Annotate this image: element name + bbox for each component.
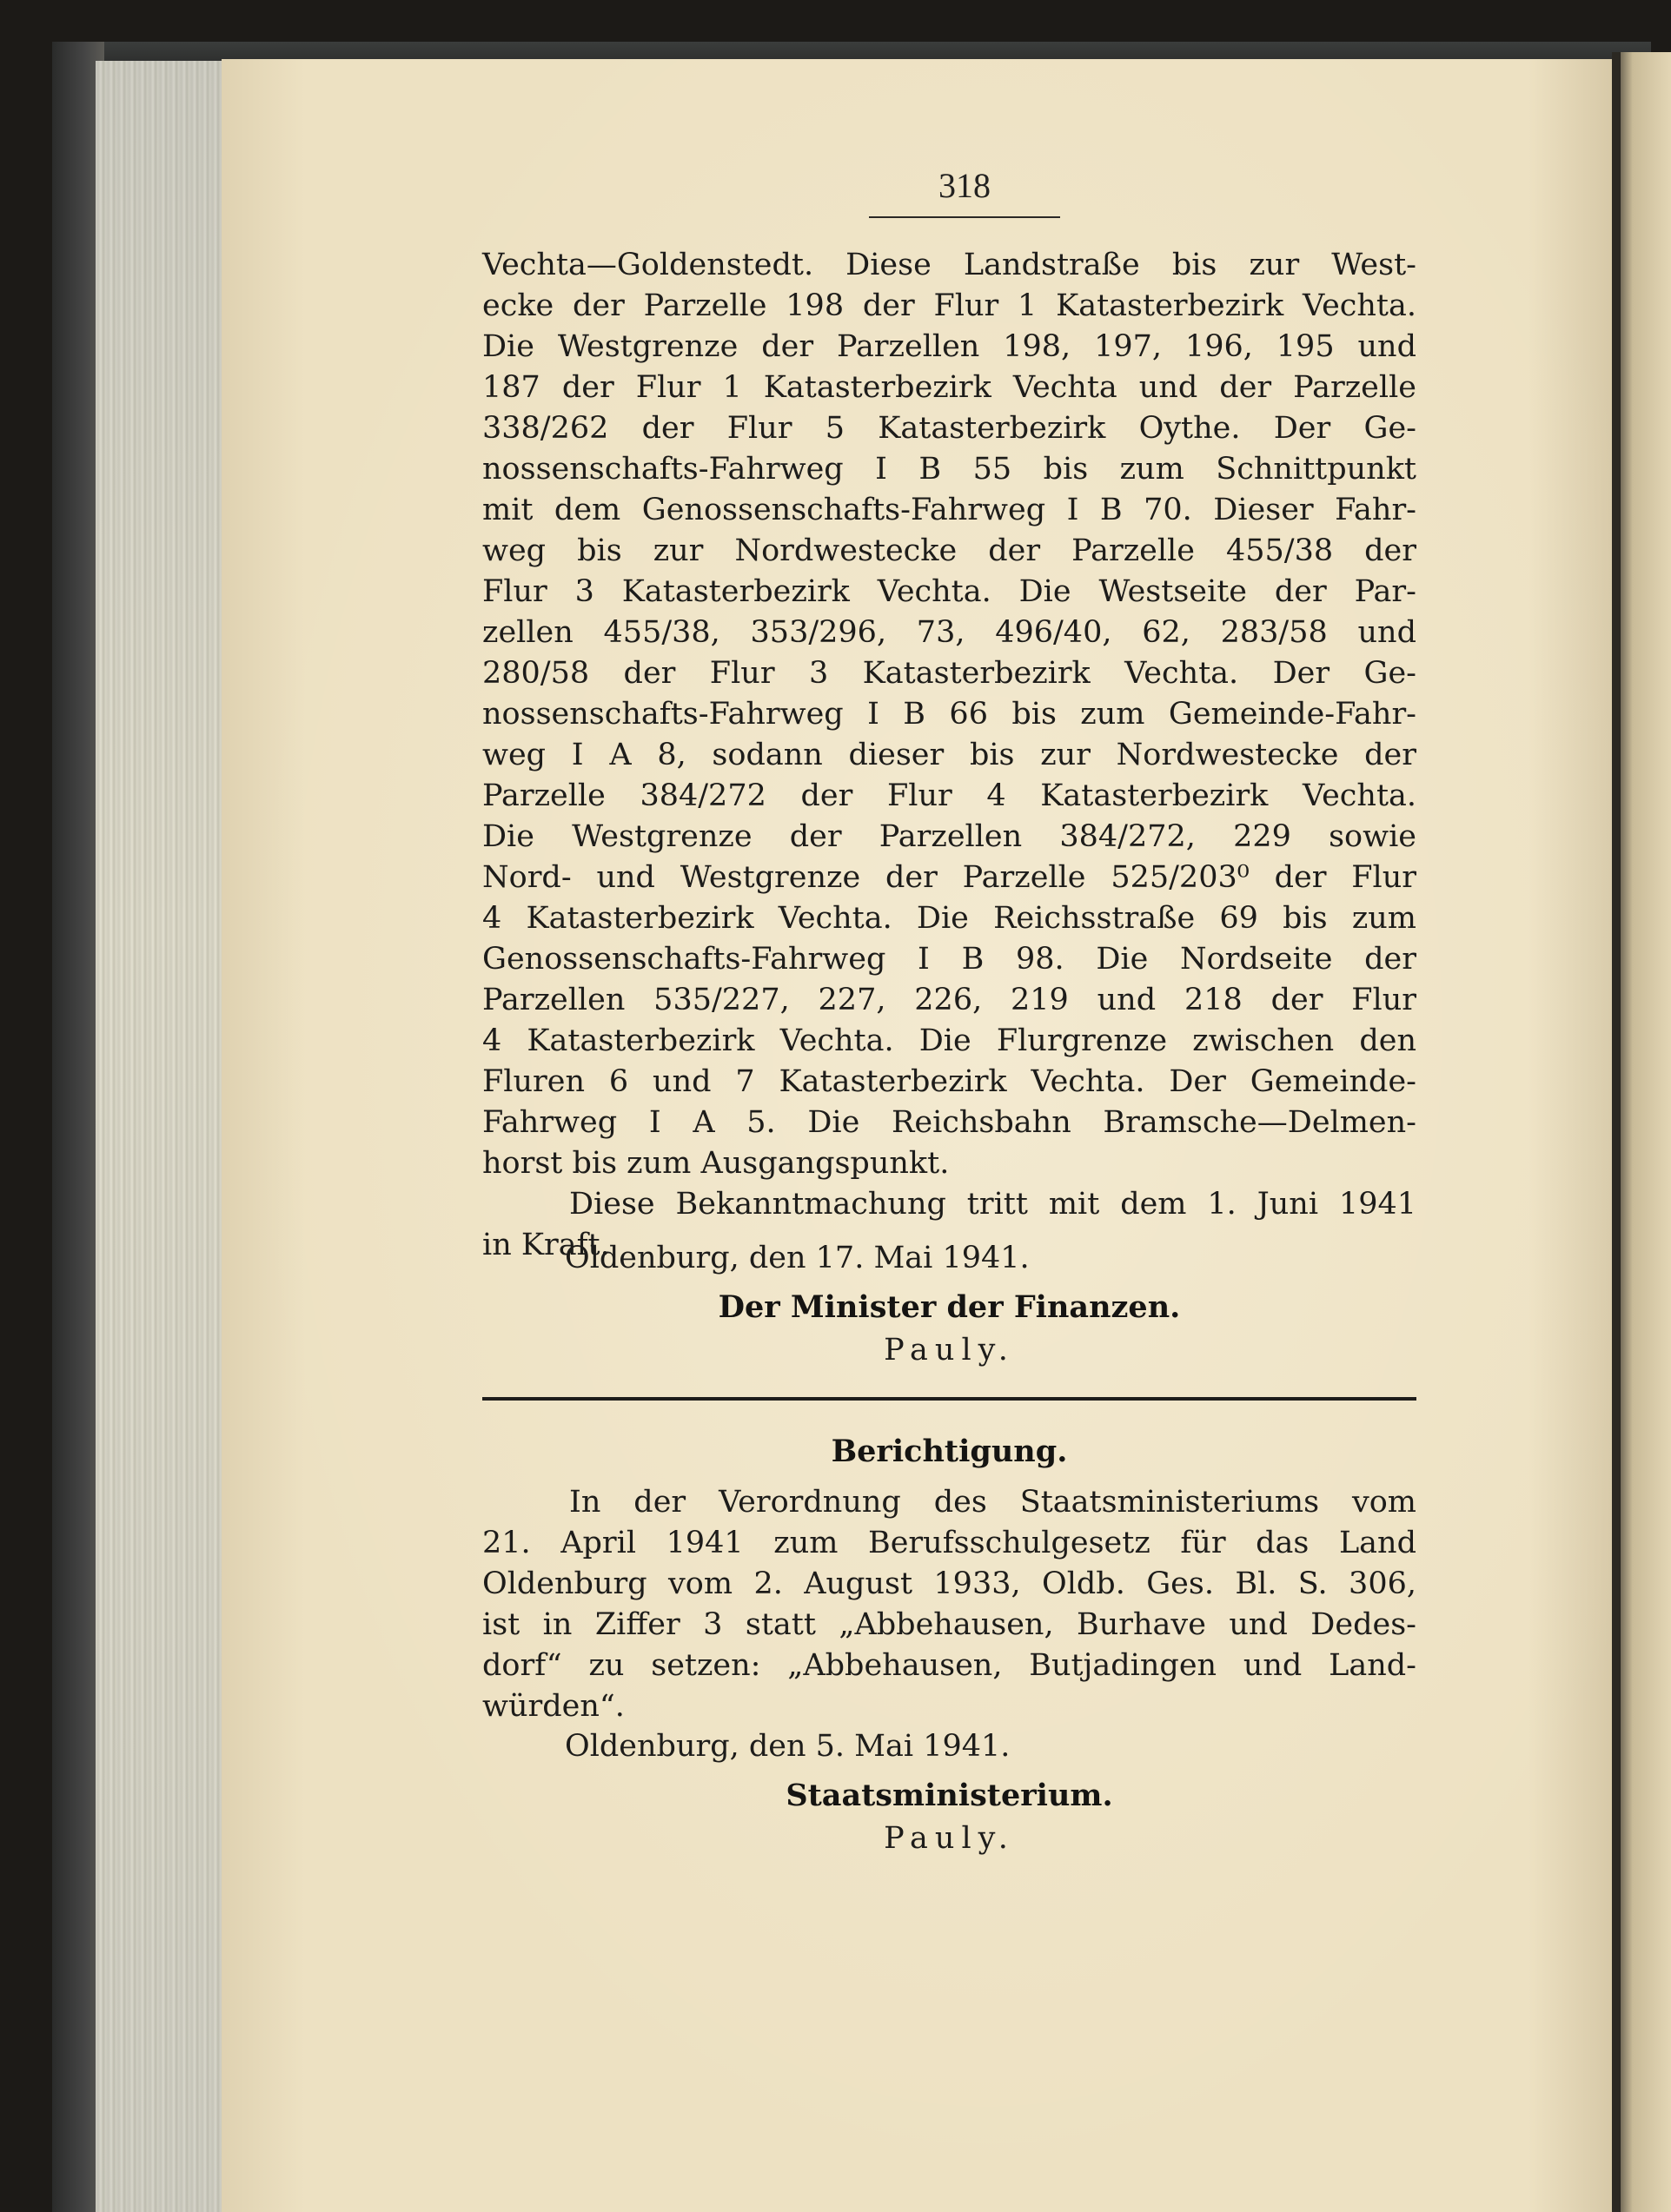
- text-line: zellen 455/38, 353/296, 73, 496/40, 62, 283/58 und: [482, 615, 1416, 650]
- text-line: 4 Katasterbezirk Vechta. Die Flurgrenze zwischen den: [482, 1023, 1416, 1058]
- text-line: Diese Bekanntmachung tritt mit dem 1. Juni 1941: [569, 1187, 1416, 1222]
- text-line: in Kraft.: [482, 1228, 610, 1262]
- signature-name: Pauly.: [884, 1333, 1015, 1368]
- section-divider: [482, 1397, 1416, 1401]
- ordinance-text: [482, 245, 1416, 1266]
- text-line: Fahrweg I A 5. Die Reichsbahn Bramsche—Delmen-: [482, 1105, 1416, 1140]
- text-line: ist in Ziffer 3 statt „Abbehausen, Burhave und Dedes-: [482, 1607, 1416, 1642]
- text-line: mit dem Genossenschafts-Fahrweg I B 70. Dieser Fahr-: [482, 493, 1416, 527]
- date-line: Oldenburg, den 17. Mai 1941.: [565, 1241, 1030, 1275]
- text-line: weg bis zur Nordwestecke der Parzelle 455/38 der: [482, 533, 1416, 568]
- signature-title: Der Minister der Finanzen.: [718, 1289, 1181, 1325]
- text-line: Parzelle 384/272 der Flur 4 Katasterbezirk Vechta.: [482, 778, 1416, 813]
- text-line: 4 Katasterbezirk Vechta. Die Reichsstraße 69 bis zum: [482, 901, 1416, 936]
- text-line: würden“.: [482, 1689, 625, 1724]
- text-line: ecke der Parzelle 198 der Flur 1 Katasterbezirk Vechta.: [482, 288, 1416, 323]
- text-line: 187 der Flur 1 Katasterbezirk Vechta und der Parzelle: [482, 370, 1416, 405]
- text-line: Oldenburg vom 2. August 1933, Oldb. Ges. Bl. S. 306,: [482, 1566, 1416, 1601]
- text-line: nossenschafts-Fahrweg I B 66 bis zum Gemeinde-Fahr-: [482, 697, 1416, 732]
- page-number: 318: [869, 165, 1060, 218]
- signature-name: Pauly.: [884, 1821, 1015, 1856]
- text-line: Genossenschafts-Fahrweg I B 98. Die Nordseite der: [482, 942, 1416, 977]
- text-line: 21. April 1941 zum Berufsschulgesetz für das Land: [482, 1526, 1416, 1560]
- facing-page-edge: [1612, 52, 1671, 2212]
- text-line: Parzellen 535/227, 227, 226, 219 und 218 der Flur: [482, 983, 1416, 1017]
- text-line: 280/58 der Flur 3 Katasterbezirk Vechta. Der Ge-: [482, 656, 1416, 691]
- text-line: nossenschafts-Fahrweg I B 55 bis zum Schnittpunkt: [482, 452, 1416, 487]
- text-line: weg I A 8, sodann dieser bis zur Nordwestecke der: [482, 738, 1416, 772]
- text-line: Flur 3 Katasterbezirk Vechta. Die Westseite der Par-: [482, 574, 1416, 609]
- text-line: 338/262 der Flur 5 Katasterbezirk Oythe. Der Ge-: [482, 411, 1416, 446]
- correction-text: [482, 1482, 1416, 1727]
- text-line: Nord- und Westgrenze der Parzelle 525/203⁰ der Flur: [482, 860, 1416, 895]
- text-line: Fluren 6 und 7 Katasterbezirk Vechta. Der Gemeinde-: [482, 1064, 1416, 1099]
- date-line: Oldenburg, den 5. Mai 1941.: [565, 1729, 1011, 1764]
- signature-title: Staatsministerium.: [786, 1778, 1113, 1813]
- text-line: In der Verordnung des Staatsministeriums vom: [569, 1485, 1416, 1520]
- text-line: horst bis zum Ausgangspunkt.: [482, 1146, 950, 1181]
- page-edges: [96, 61, 228, 2212]
- section-heading: Berichtigung.: [831, 1434, 1068, 1469]
- text-line: Die Westgrenze der Parzellen 384/272, 229 sowie: [482, 819, 1416, 854]
- text-line: dorf“ zu setzen: „Abbehausen, Butjadingen und Land-: [482, 1648, 1416, 1683]
- text-line: Die Westgrenze der Parzellen 198, 197, 196, 195 und: [482, 329, 1416, 364]
- text-line: Vechta—Goldenstedt. Diese Landstraße bis zur West-: [482, 248, 1416, 282]
